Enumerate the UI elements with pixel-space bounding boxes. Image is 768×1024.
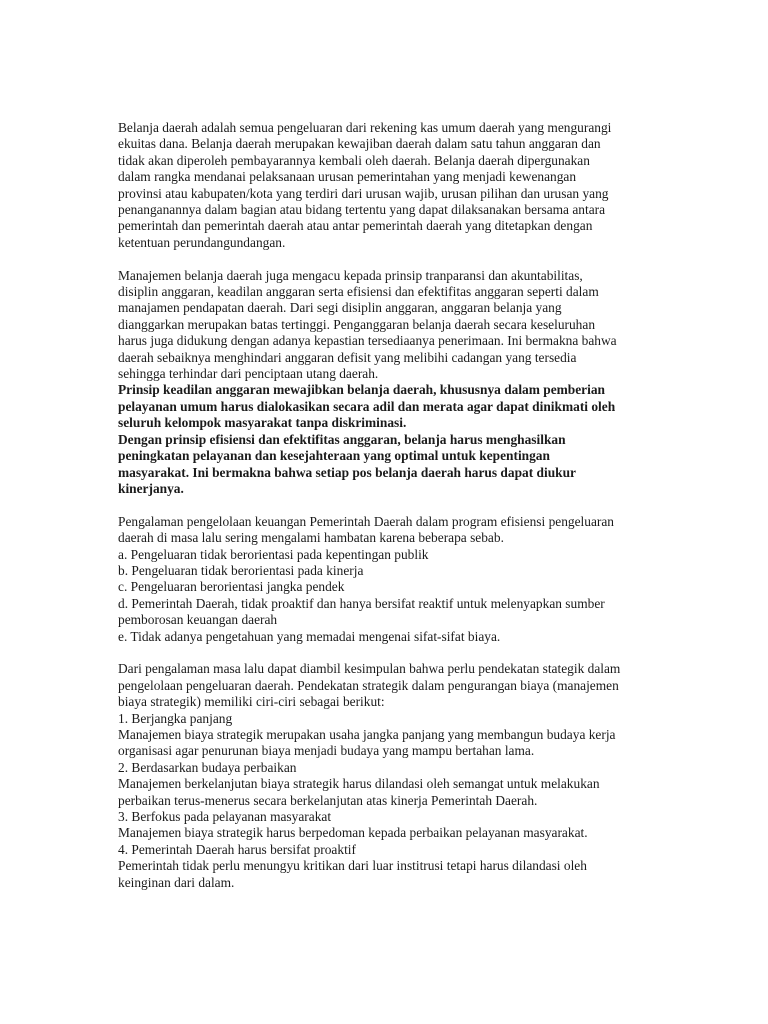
text-line: harus juga didukung dengan adanya kepastian tersediaanya penerimaan. Ini bermakna bahwa bbox=[118, 333, 617, 349]
list-item-continuation: pemborosan keuangan daerah bbox=[118, 612, 278, 628]
text-line: pemerintah dan pemerintah daerah atau antar pemerintah daerah yang ditetapkan dengan bbox=[118, 218, 593, 234]
text-line: Manajemen berkelanjutan biaya strategik harus dilandasi oleh semangat untuk melakukan bbox=[118, 776, 600, 792]
text-line: provinsi atau kabupaten/kota yang terdiri dari urusan wajib, urusan pilihan dan urusan yang bbox=[118, 185, 609, 201]
bold-text-line: pelayanan umum harus dialokasikan secara adil dan merata agar dapat dinikmati oleh bbox=[118, 398, 616, 414]
text-line: dianggarkan merupakan batas tertinggi. Penganggaran belanja daerah secara keseluruhan bbox=[118, 316, 596, 332]
text-line: pengelolaan pengeluaran daerah. Pendekatan strategik dalam pengurangan biaya (manajemen bbox=[118, 677, 619, 693]
bold-text-line: masyarakat. Ini bermakna bahwa setiap pos belanja daerah harus dapat diukur bbox=[118, 464, 576, 480]
list-item: e. Tidak adanya pengetahuan yang memadai mengenai sifat-sifat biaya. bbox=[118, 628, 501, 644]
bold-text-line: peningkatan pelayanan dan kesejahteraan yang optimal untuk kepentingan bbox=[118, 448, 550, 464]
text-line: Manajemen biaya strategik merupakan usaha jangka panjang yang membangun budaya kerja bbox=[118, 726, 616, 742]
text-line: disiplin anggaran, keadilan anggaran serta efisiensi dan efektifitas anggaran seperti dalam bbox=[118, 284, 599, 300]
text-line: penanganannya dalam bagian atau bidang tertentu yang dapat dilaksanakan bersama antara bbox=[118, 202, 606, 218]
paragraph-pengalaman-pengelolaan bbox=[118, 514, 658, 645]
numbered-heading: 2. Berdasarkan budaya perbaikan bbox=[118, 759, 297, 775]
numbered-heading: 4. Pemerintah Daerah harus bersifat proaktif bbox=[118, 841, 356, 857]
text-line: sehingga terhindar dari penciptaan utang daerah. bbox=[118, 366, 379, 382]
list-item: a. Pengeluaran tidak berorientasi pada kepentingan publik bbox=[118, 546, 429, 562]
bold-text-line: Dengan prinsip efisiensi dan efektifitas anggaran, belanja harus menghasilkan bbox=[118, 431, 566, 447]
text-line: biaya strategik) memiliki ciri-ciri sebagai berikut: bbox=[118, 694, 385, 710]
list-item: c. Pengeluaran berorientasi jangka pendek bbox=[118, 579, 345, 595]
numbered-heading: 3. Berfokus pada pelayanan masyarakat bbox=[118, 809, 332, 825]
bold-text-line: kinerjanya. bbox=[118, 480, 184, 496]
paragraph-manajemen-belanja bbox=[118, 268, 658, 498]
text-line: ketentuan perundangundangan. bbox=[118, 234, 286, 250]
paragraph-pendekatan-strategik bbox=[118, 661, 658, 891]
text-line: Dari pengalaman masa lalu dapat diambil kesimpulan bahwa perlu pendekatan stategik dalam bbox=[118, 661, 621, 677]
text-line: tidak akan diperoleh pembayarannya kembali oleh daerah. Belanja daerah dipergunakan bbox=[118, 152, 590, 168]
list-item: b. Pengeluaran tidak berorientasi pada kinerja bbox=[118, 562, 364, 578]
bold-text-line: seluruh kelompok masyarakat tanpa diskriminasi. bbox=[118, 415, 407, 431]
text-line: perbaikan terus-menerus secara berkelanjutan atas kinerja Pemerintah Daerah. bbox=[118, 792, 538, 808]
numbered-heading: 1. Berjangka panjang bbox=[118, 710, 233, 726]
text-line: dalam rangka mendanai pelaksanaan urusan pemerintahan yang menjadi kewenangan bbox=[118, 169, 577, 185]
text-line: Pengalaman pengelolaan keuangan Pemerintah Daerah dalam program efisiensi pengeluaran bbox=[118, 513, 614, 529]
text-line: Manajemen biaya strategik harus berpedoman kepada perbaikan pelayanan masyarakat. bbox=[118, 825, 588, 841]
text-line: Manajemen belanja daerah juga mengacu kepada prinsip tranparansi dan akuntabilitas, bbox=[118, 267, 583, 283]
text-line: manajamen pendapatan daerah. Dari segi disiplin anggaran, anggaran belanja yang bbox=[118, 300, 562, 316]
text-line: keinginan dari dalam. bbox=[118, 874, 235, 890]
text-line: organisasi agar penurunan biaya menjadi budaya yang mampu bertahan lama. bbox=[118, 743, 535, 759]
list-item: d. Pemerintah Daerah, tidak proaktif dan hanya bersifat reaktif untuk melenyapkan sumber bbox=[118, 595, 605, 611]
text-line: Belanja daerah adalah semua pengeluaran dari rekening kas umum daerah yang mengurangi bbox=[118, 120, 612, 135]
text-line: daerah sebaiknya menghindari anggaran defisit yang melibihi cadangan yang tersedia bbox=[118, 349, 577, 365]
paragraph-belanja-daerah bbox=[118, 120, 658, 251]
text-line: daerah di masa lalu sering mengalami hambatan karena beberapa sebab. bbox=[118, 530, 504, 546]
text-line: Pemerintah tidak perlu menungyu kritikan dari luar institrusi tetapi harus dilandasi oleh bbox=[118, 858, 587, 874]
bold-text-line: Prinsip keadilan anggaran mewajibkan belanja daerah, khususnya dalam pemberian bbox=[118, 382, 605, 398]
text-line: ekuitas dana. Belanja daerah merupakan kewajiban daerah dalam satu tahun anggaran dan bbox=[118, 136, 601, 152]
